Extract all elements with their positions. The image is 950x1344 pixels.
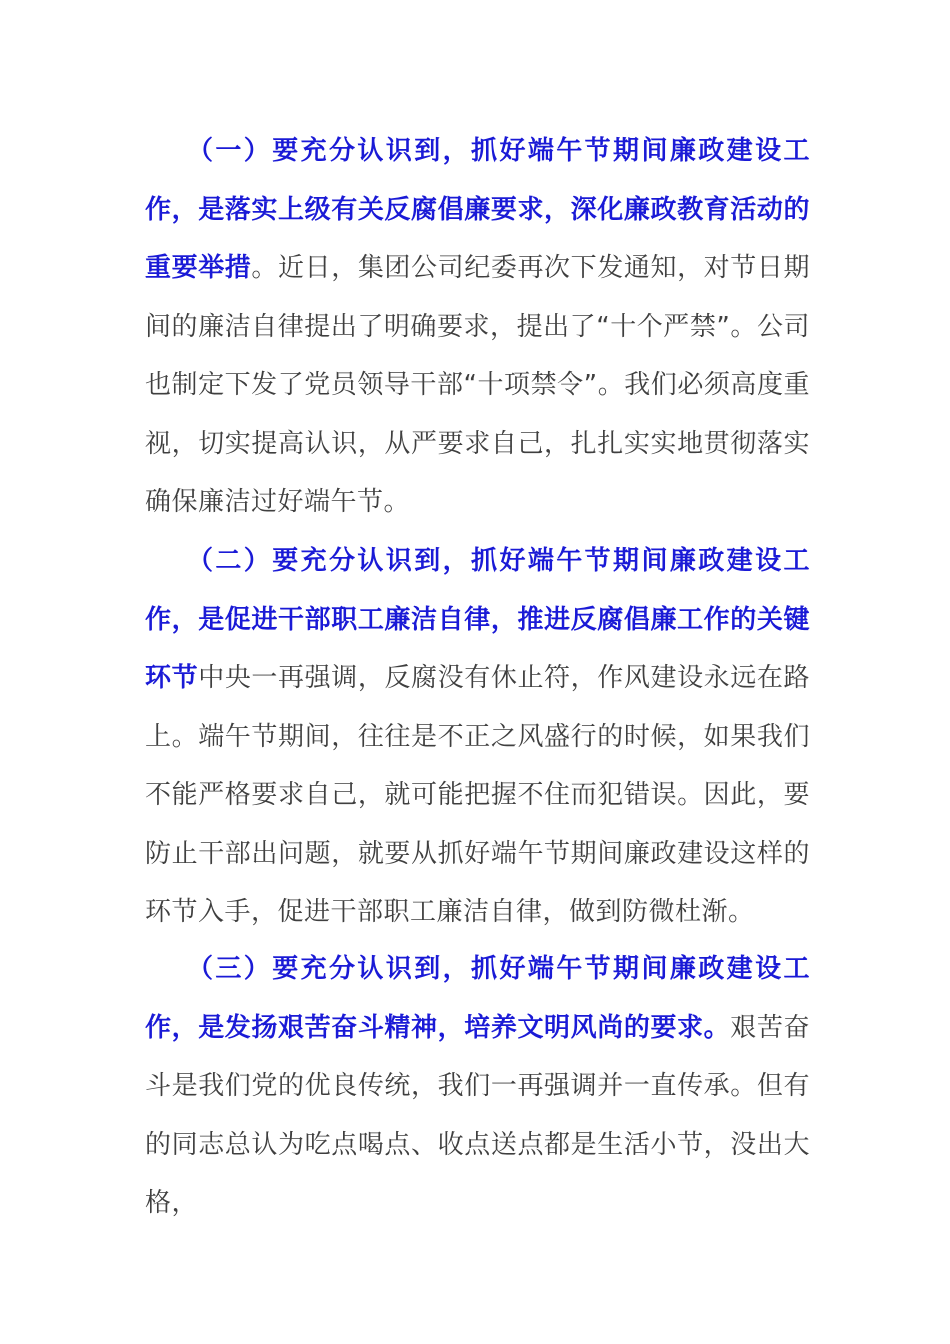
paragraph-1-body: 。近日，集团公司纪委再次下发通知，对节日期间的廉洁自律提出了明确要求，提出了“十个严禁”。公司也制定下发了党员领导干部“十项禁令”。我们必须高度重视，切实提高认识，从严要求自己，扎扎实实地贯彻落实确保廉洁过好端午节。 xyxy=(145,253,810,517)
paragraph-3-body: 艰苦奋斗是我们党的优良传统，我们一再强调并一直传承。但有的同志总认为吃点喝点、收点送点都是生活小节，没出大格， xyxy=(145,1012,810,1218)
paragraph-1-heading: （一）要充分认识到，抓好端午节期间廉政建设工作，是落实上级有关反腐倡廉要求，深化廉政教育活动的重要举措 xyxy=(145,136,810,283)
paragraph-3 xyxy=(145,940,810,1233)
paragraph-2 xyxy=(145,532,810,942)
paragraph-1 xyxy=(145,122,810,532)
paragraph-2-heading: （二）要充分认识到，抓好端午节期间廉政建设工作，是促进干部职工廉洁自律，推进反腐倡廉工作的关键环节 xyxy=(145,546,810,693)
paragraph-3-heading: （三）要充分认识到，抓好端午节期间廉政建设工作，是发扬艰苦奋斗精神，培养文明风尚的要求。 xyxy=(145,954,810,1043)
paragraph-2-body: 中央一再强调，反腐没有休止符，作风建设永远在路上。端午节期间，往往是不正之风盛行的时候，如果我们不能严格要求自己，就可能把握不住而犯错误。因此，要防止干部出问题，就要从抓好端午节期间廉政建设这样的环节入手，促进干部职工廉洁自律，做到防微杜渐。 xyxy=(145,663,810,927)
